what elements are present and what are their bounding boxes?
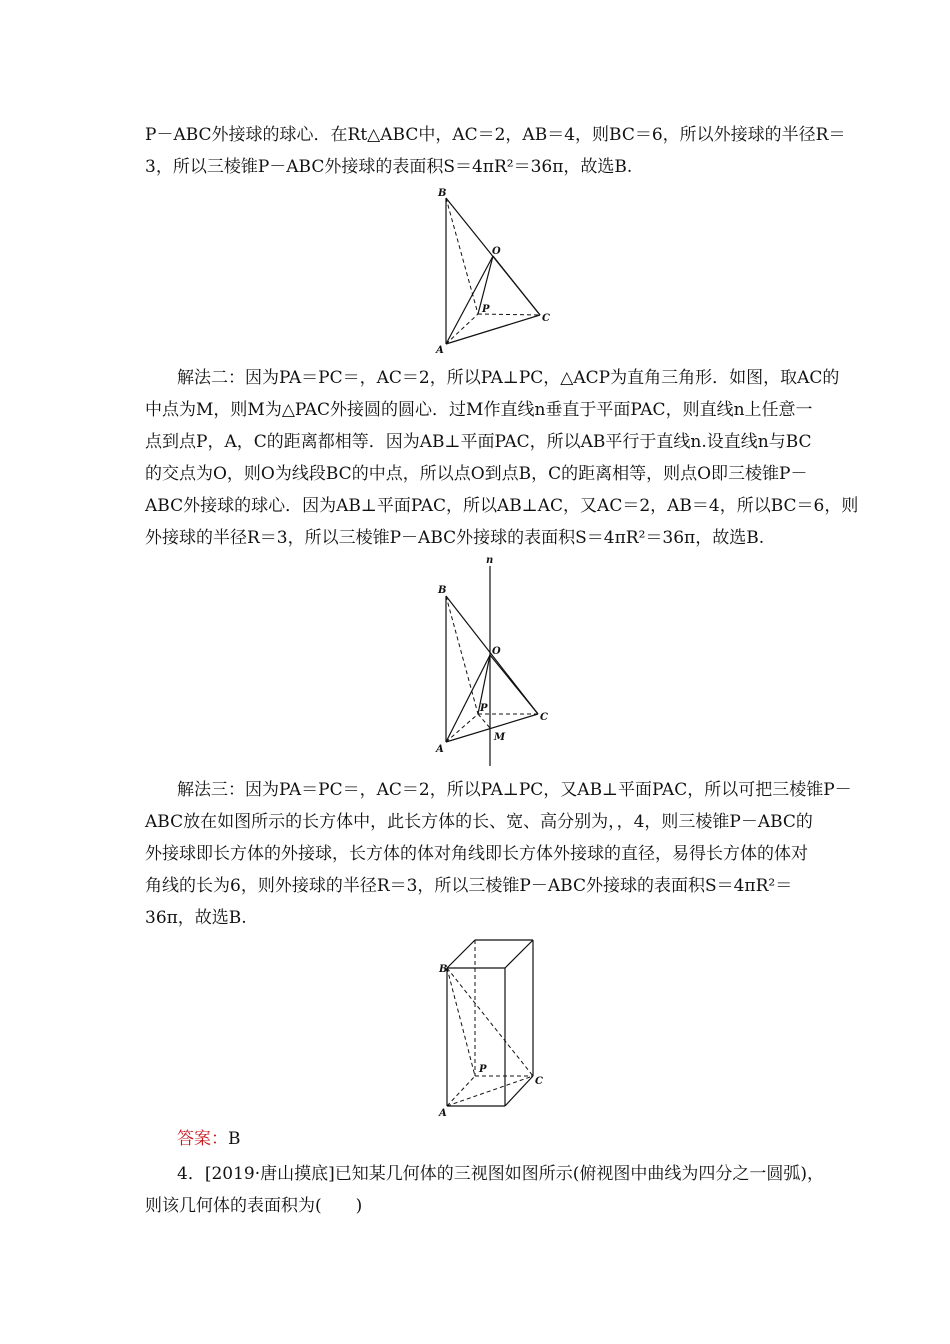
- text-line: 解法三：因为PA＝PC＝，AC＝2，所以PA⊥PC，又AB⊥平面PAC，所以可把三棱锥P－: [177, 780, 852, 800]
- label-A: A: [439, 1108, 447, 1119]
- label-n: n: [486, 555, 494, 566]
- figure-tetrahedron-2: [420, 552, 570, 772]
- label-C: C: [542, 313, 550, 324]
- text-line: 中点为M，则M为△PAC外接圆的圆心．过M作直线n垂直于平面PAC，则直线n上任意一: [145, 400, 813, 420]
- label-B: B: [438, 188, 447, 199]
- label-A: A: [436, 744, 444, 755]
- answer-label: 答案：: [177, 1129, 228, 1149]
- label-P: P: [480, 703, 488, 714]
- label-B: B: [439, 964, 448, 975]
- text-line: 外接球即长方体的外接球，长方体的体对角线即长方体外接球的直径，易得长方体的体对: [145, 844, 808, 864]
- text-line: 点到点P，A，C的距离都相等．因为AB⊥平面PAC，所以AB平行于直线n.设直线n与BC: [145, 432, 812, 452]
- label-C: C: [535, 1076, 543, 1087]
- label-A: A: [436, 345, 444, 354]
- answer-line: [177, 1128, 241, 1150]
- text-line: 36π，故选B.: [145, 908, 247, 928]
- figure-tetrahedron-1: [420, 184, 560, 354]
- text-line: ABC外接球的球心．因为AB⊥平面PAC，所以AB⊥AC，又AC＝2，AB＝4，所以BC＝6，则: [145, 496, 859, 516]
- label-P: P: [479, 1064, 487, 1075]
- text-line: 的交点为O，则O为线段BC的中点，所以点O到点B，C的距离相等，则点O即三棱锥P－: [145, 464, 808, 484]
- label-O: O: [492, 246, 501, 257]
- question-line: 4．[2019·唐山摸底]已知某几何体的三视图如图所示(俯视图中曲线为四分之一圆弧)，: [177, 1164, 825, 1184]
- question-line: 则该几何体的表面积为( ): [145, 1196, 363, 1216]
- text-line: P－ABC外接球的球心．在Rt△ABC中，AC＝2，AB＝4，则BC＝6，所以外接球的半径R＝: [145, 125, 846, 145]
- text-line: 角线的长为6，则外接球的半径R＝3，所以三棱锥P－ABC外接球的表面积S＝4πR²＝: [145, 876, 793, 896]
- text-line: 解法二：因为PA＝PC＝，AC＝2，所以PA⊥PC，△ACP为直角三角形．如图，取AC的: [177, 368, 840, 388]
- text-line: 外接球的半径R＝3，所以三棱锥P－ABC外接球的表面积S＝4πR²＝36π，故选B.: [145, 528, 765, 548]
- label-B: B: [438, 585, 447, 596]
- figure-cuboid: [425, 930, 555, 1120]
- text-line: 3，所以三棱锥P－ABC外接球的表面积S＝4πR²＝36π，故选B.: [145, 157, 633, 177]
- label-M: M: [494, 732, 506, 743]
- label-P: P: [482, 304, 490, 315]
- text-line: ABC放在如图所示的长方体中，此长方体的长、宽、高分别为，，4，则三棱锥P－ABC的: [145, 812, 813, 832]
- label-O: O: [492, 646, 501, 657]
- label-C: C: [540, 712, 548, 723]
- answer-value: B: [228, 1129, 241, 1149]
